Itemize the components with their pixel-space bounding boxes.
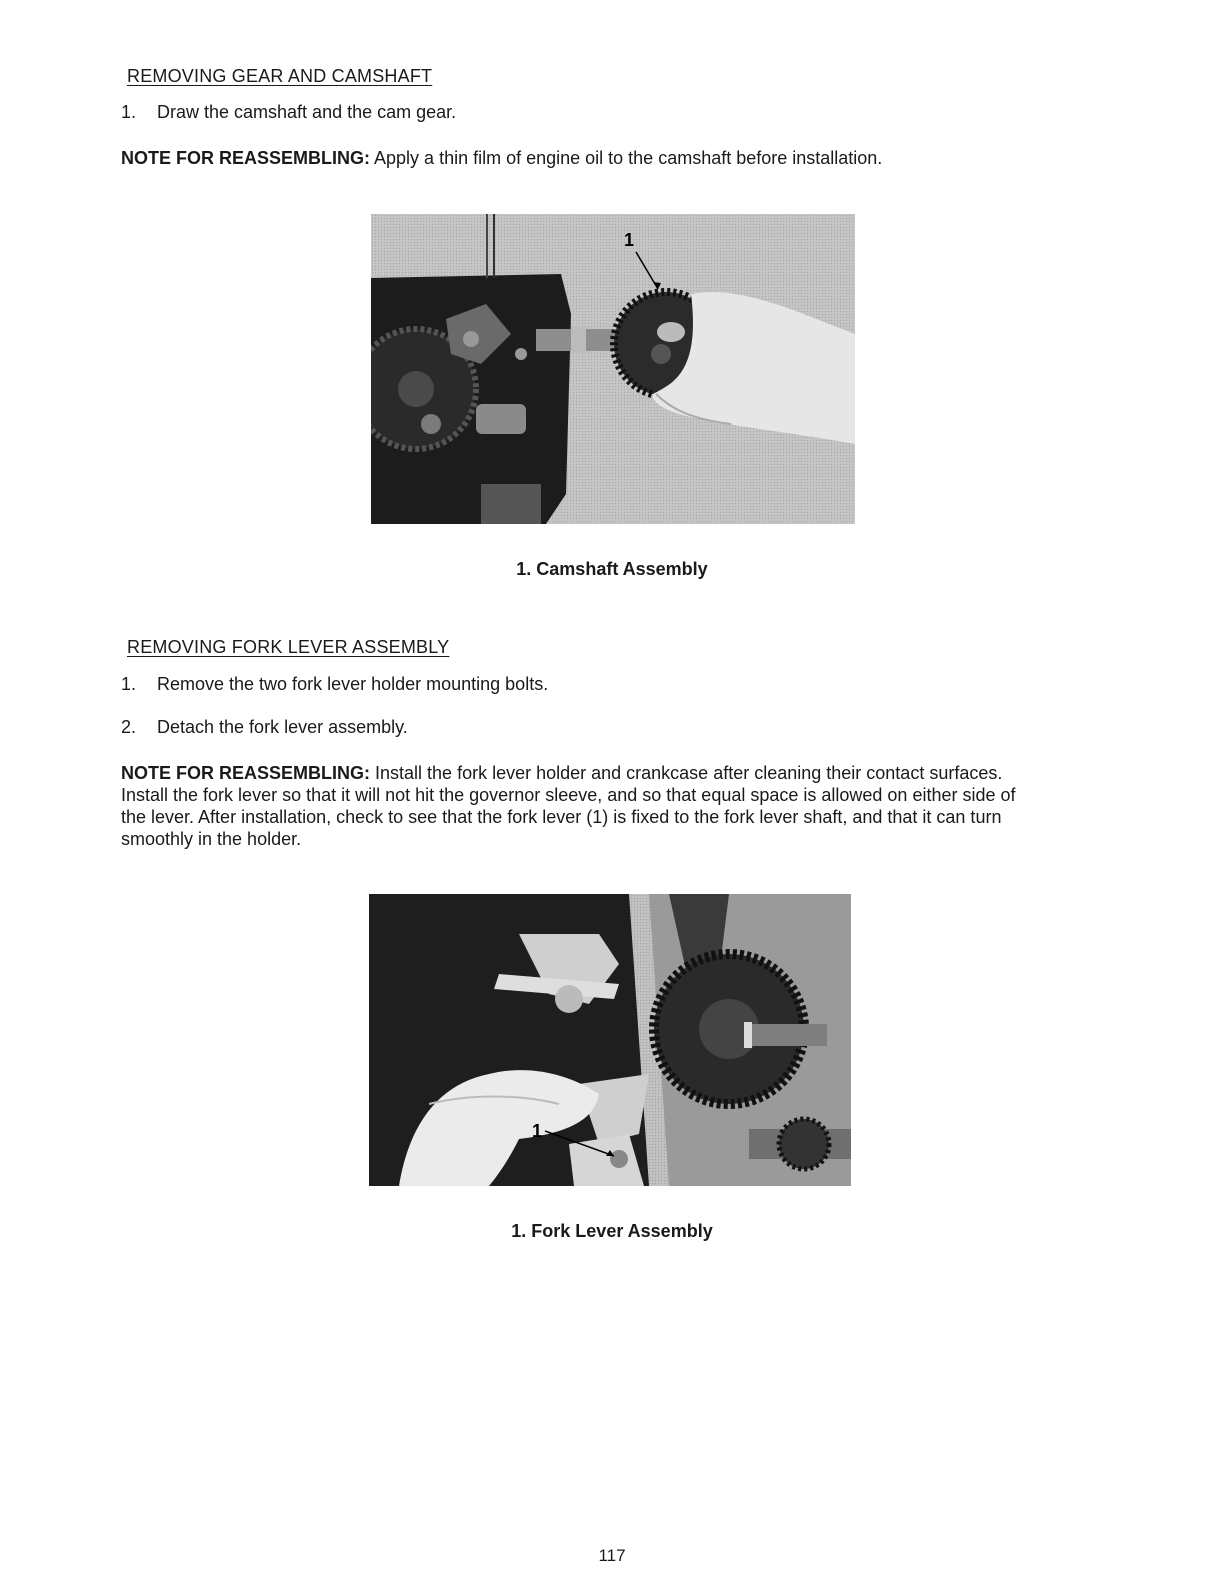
fork-lever-assembly-photo xyxy=(369,894,851,1186)
camshaft-assembly-illustration xyxy=(371,214,855,524)
camshaft-assembly-photo xyxy=(371,214,855,524)
step-number: 1. xyxy=(121,102,137,122)
fork-lever-assembly-illustration xyxy=(369,894,851,1186)
step-2-detach-lever xyxy=(121,717,408,738)
reassembly-note-camshaft xyxy=(121,147,1021,169)
note-label: NOTE FOR REASSEMBLING: xyxy=(121,148,371,168)
reassembly-note-fork-lever xyxy=(121,762,1021,850)
step-text: Draw the camshaft and the cam gear. xyxy=(157,102,457,122)
step-number: 1. xyxy=(121,674,137,694)
figure-caption-fork-lever: 1. Fork Lever Assembly xyxy=(511,1221,713,1241)
step-1-remove-bolts xyxy=(121,674,548,695)
callout-label-1: 1 xyxy=(532,1121,543,1141)
note-text: Apply a thin film of engine oil to the camshaft before installation. xyxy=(370,148,883,168)
note-text: Install the fork lever holder and crankcase after cleaning their contact surfaces. Install the fork lever so that it will not hit the governor sleeve, and so that equal space is allowed on either side of the lever. After installation, check to see that the fork lever (1) is fixed to the fork lever shaft, and that it can turn smoothly in the holder. xyxy=(121,763,1016,849)
section-heading-gear-camshaft: REMOVING GEAR AND CAMSHAFT xyxy=(127,66,433,86)
section-heading-fork-lever: REMOVING FORK LEVER ASSEMBLY xyxy=(127,637,450,657)
page-number: 117 xyxy=(598,1546,626,1565)
step-1-draw-camshaft xyxy=(121,102,456,123)
callout-label-1: 1 xyxy=(624,230,635,250)
step-text: Detach the fork lever assembly. xyxy=(157,717,408,737)
step-text: Remove the two fork lever holder mounting bolts. xyxy=(157,674,549,694)
note-label: NOTE FOR REASSEMBLING: xyxy=(121,763,371,783)
figure-caption-camshaft: 1. Camshaft Assembly xyxy=(516,559,708,579)
step-number: 2. xyxy=(121,717,137,737)
